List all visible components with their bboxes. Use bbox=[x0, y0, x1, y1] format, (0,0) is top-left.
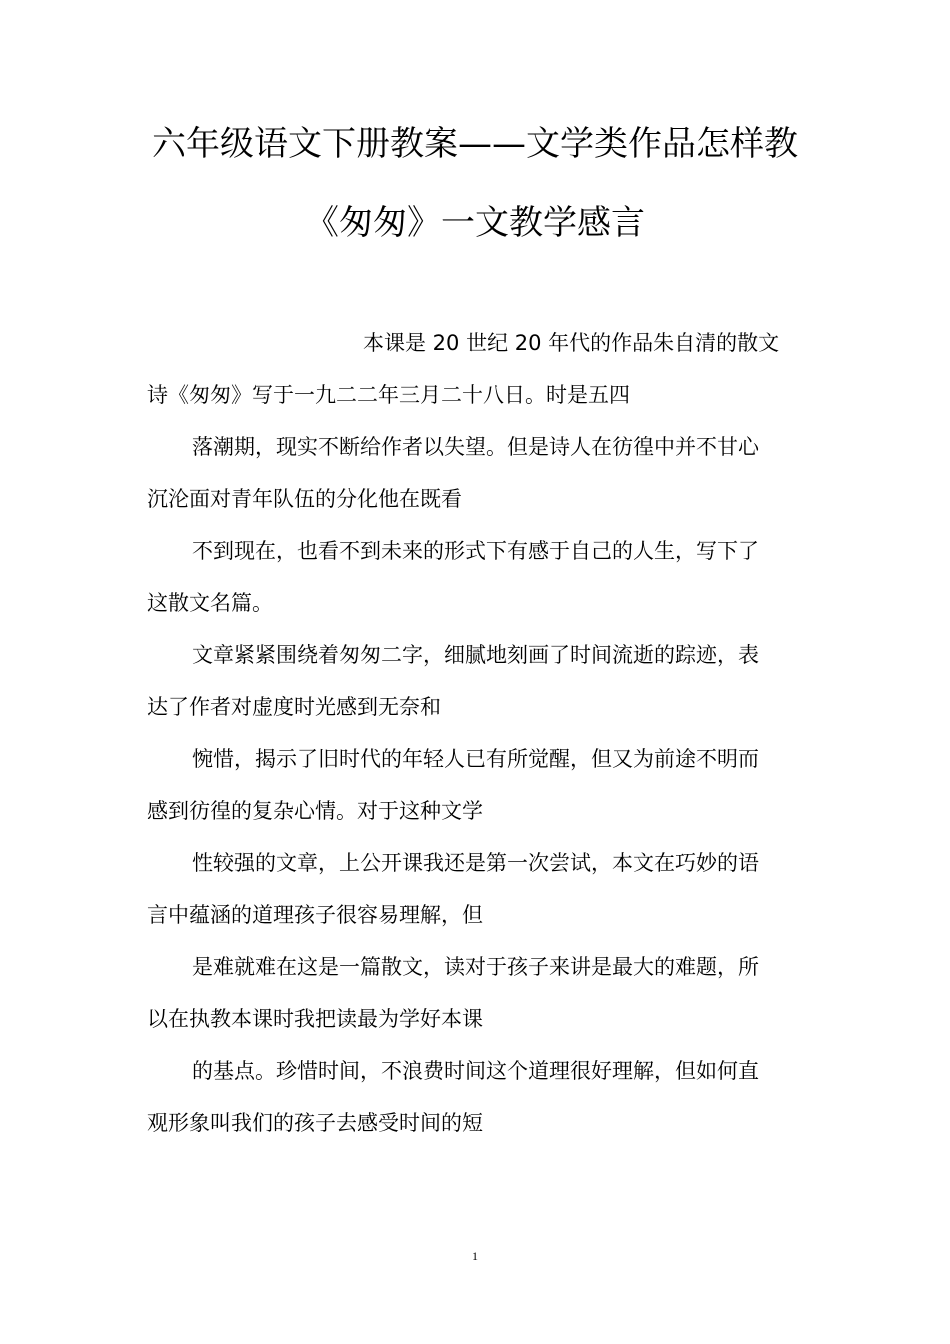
document-body bbox=[147, 327, 807, 1159]
body-line: 不到现在，也看不到未来的形式下有感于自己的人生，写下了 bbox=[192, 539, 759, 563]
body-line: 性较强的文章，上公开课我还是第一次尝试，本文在巧妙的语 bbox=[192, 851, 759, 875]
body-line: 落潮期，现实不断给作者以失望。但是诗人在彷徨中并不甘心 bbox=[192, 435, 759, 459]
page-number: 1 bbox=[472, 1249, 478, 1263]
document-title-line-2: 《匆匆》一文教学感言 bbox=[305, 203, 645, 243]
body-line: 达了作者对虚度时光感到无奈和 bbox=[147, 695, 441, 719]
document-title-line-1: 六年级语文下册教案——文学类作品怎样教 bbox=[152, 124, 798, 164]
body-line: 诗《匆匆》写于一九二二年三月二十八日。时是五四 bbox=[147, 383, 630, 407]
body-line: 观形象叫我们的孩子去感受时间的短 bbox=[147, 1111, 483, 1135]
body-line: 言中蕴涵的道理孩子很容易理解，但 bbox=[147, 903, 483, 927]
body-line: 惋惜，揭示了旧时代的年轻人已有所觉醒，但又为前途不明而 bbox=[192, 747, 759, 771]
body-line: 以在执教本课时我把读最为学好本课 bbox=[147, 1007, 483, 1031]
body-line: 感到彷徨的复杂心情。对于这种文学 bbox=[147, 799, 483, 823]
body-line: 文章紧紧围绕着匆匆二字，细腻地刻画了时间流逝的踪迹，表 bbox=[192, 643, 759, 667]
body-line: 这散文名篇。 bbox=[147, 591, 273, 615]
body-line: 的基点。珍惜时间，不浪费时间这个道理很好理解，但如何直 bbox=[192, 1059, 759, 1083]
body-line: 是难就难在这是一篇散文，读对于孩子来讲是最大的难题，所 bbox=[192, 955, 759, 979]
body-line: 本课是 20 世纪 20 年代的作品朱自清的散文 bbox=[363, 331, 780, 355]
body-line: 沉沦面对青年队伍的分化他在既看 bbox=[147, 487, 462, 511]
